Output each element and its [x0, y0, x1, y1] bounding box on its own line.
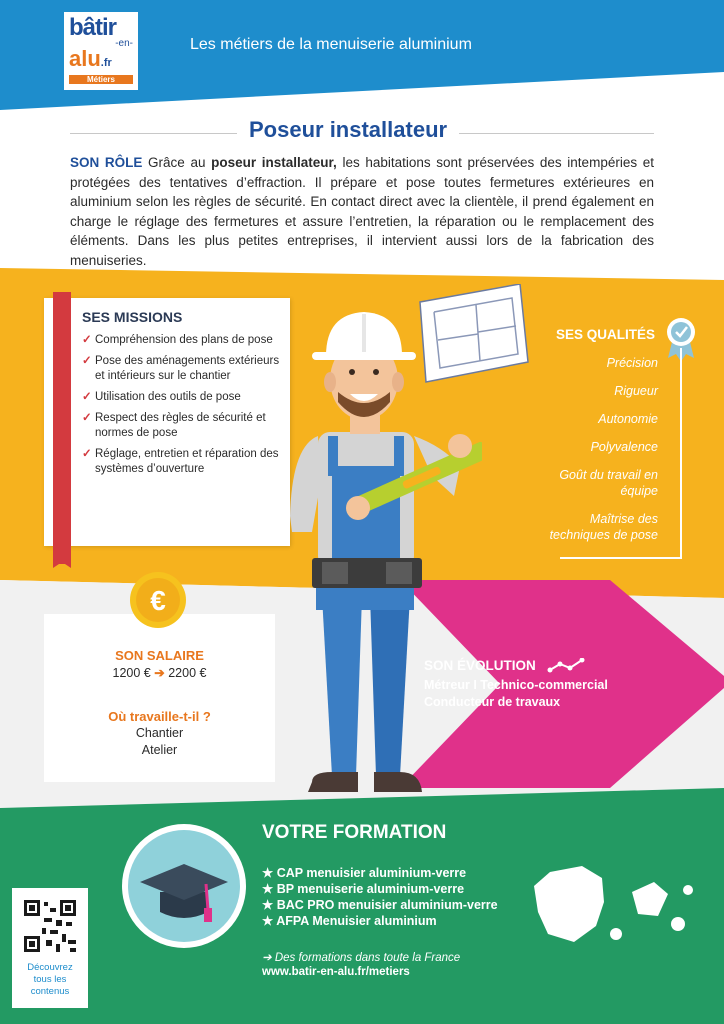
evolution-line2: Conducteur de travaux	[424, 695, 561, 709]
intro-bold: poseur installateur,	[211, 155, 337, 170]
quality-item: Autonomie	[598, 412, 658, 426]
workplace-item: Atelier	[141, 743, 178, 757]
intro-text-after: les habitations sont préservées des intempéries et protégées des tentatives d’effraction. Il prépare et pose toutes fermetures extérieures en aluminium selon les règles de sécurité. En contact direct avec la clientèle, il prend également en charge le réglage des fermetures et assure l’entretien, la réparation ou le remplacement des éléments. Dans les plus petites entreprises, il intervient aussi lors de la fabrication des menuiseries.	[70, 155, 654, 268]
missions-list	[82, 333, 282, 483]
qualities-list	[460, 355, 658, 555]
header-title: Les métiers de la menuiserie aluminium	[190, 36, 472, 53]
mission-item: ✓ Compréhension des plans de pose	[82, 333, 282, 348]
mission-item: ✓ Respect des règles de sécurité et normes de pose	[82, 411, 282, 441]
formation-title: VOTRE FORMATION	[262, 822, 447, 843]
logo[interactable]	[64, 12, 138, 90]
qr-code-icon[interactable]	[24, 900, 76, 952]
euro-coin-icon	[128, 570, 188, 630]
evolution-line1: Métreur I Technico-commercial	[424, 678, 608, 692]
qr-caption-line: contenus	[30, 986, 70, 997]
graduation-cap-illustration	[120, 822, 248, 950]
svg-text:€: €	[150, 585, 166, 616]
formation-url[interactable]: www.batir-en-alu.fr/metiers	[262, 966, 410, 978]
formation-item: ★ CAP menuisier aluminium-verre	[262, 865, 498, 881]
logo-line1: bâtir	[69, 14, 117, 41]
page-title: Poseur installateur	[237, 117, 459, 143]
salary-title: SON SALAIRE	[115, 648, 204, 663]
qualities-title: SES QUALITÉS	[556, 327, 656, 342]
quality-item: Goût du travail en équipe	[559, 468, 658, 498]
quality-item: Maîtrise des techniques de pose	[549, 512, 658, 542]
workplace-item: Chantier	[135, 726, 184, 740]
intro-text-before: Grâce au	[142, 155, 212, 170]
formation-list	[262, 865, 498, 929]
arrow-icon: ➔	[154, 666, 165, 680]
qr-caption	[12, 962, 88, 998]
worker-illustration	[282, 296, 482, 810]
salary-min: 1200 €	[112, 666, 151, 680]
quality-item: Précision	[606, 356, 658, 370]
mission-item: ✓ Réglage, entretien et réparation des systèmes d’ouverture	[82, 447, 282, 477]
logo-line3: alu.fr	[69, 46, 112, 71]
qualities-line	[680, 348, 682, 558]
missions-ribbon	[53, 292, 71, 564]
missions-title: SES MISSIONS	[82, 309, 183, 325]
evolution-title: SON ÉVOLUTION	[424, 658, 586, 674]
ribbon-tail	[53, 556, 71, 568]
qr-caption-line: Découvrez	[27, 962, 73, 973]
mission-item: ✓ Pose des aménagements extérieurs et intérieurs sur le chantier	[82, 354, 282, 384]
france-map-icon	[530, 864, 700, 954]
qr-caption-line: tous les	[33, 974, 67, 985]
logo-line2: -en-	[115, 38, 133, 49]
mission-item: ✓ Utilisation des outils de pose	[82, 390, 282, 405]
intro-paragraph	[70, 153, 654, 270]
quality-item: Rigueur	[614, 384, 658, 398]
logo-bar: Métiers	[69, 75, 133, 84]
formation-item: ★ AFPA Menuisier aluminium	[262, 913, 498, 929]
formation-note: ➔ Des formations dans toute la France	[262, 952, 461, 964]
formation-item: ★ BAC PRO menuisier aluminium-verre	[262, 897, 498, 913]
workplace-title: Où travaille-t-il ?	[108, 709, 211, 724]
qualities-line-foot	[560, 557, 682, 559]
salary-range	[44, 665, 275, 680]
intro-label: SON RÔLE	[70, 155, 143, 170]
trend-icon	[546, 658, 586, 674]
salary-max: 2200 €	[168, 666, 207, 680]
quality-item: Polyvalence	[590, 440, 658, 454]
formation-item: ★ BP menuiserie aluminium-verre	[262, 881, 498, 897]
